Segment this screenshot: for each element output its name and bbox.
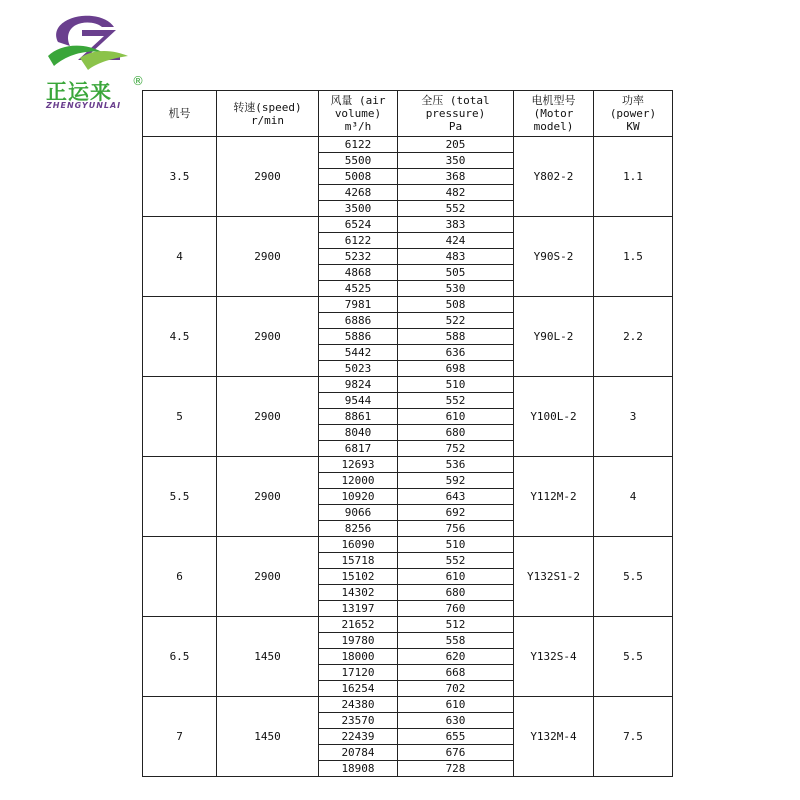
machine-no-cell: 5 — [143, 377, 217, 457]
header-motor-model — [514, 91, 594, 137]
brand-name-cn: 正运来 — [46, 80, 112, 104]
total-pressure-cell: 536 — [398, 457, 514, 473]
table-row — [143, 217, 673, 233]
machine-no-cell: 6.5 — [143, 617, 217, 697]
table-header — [143, 91, 673, 137]
motor-model-cell: Y802-2 — [514, 137, 594, 217]
total-pressure-cell: 676 — [398, 745, 514, 761]
total-pressure-cell: 698 — [398, 361, 514, 377]
table-body — [143, 137, 673, 777]
air-volume-cell: 8256 — [319, 521, 398, 537]
power-cell: 5.5 — [594, 537, 673, 617]
total-pressure-cell: 702 — [398, 681, 514, 697]
machine-no-cell: 6 — [143, 537, 217, 617]
motor-model-cell: Y132M-4 — [514, 697, 594, 777]
registered-mark: ® — [132, 74, 144, 88]
header-line: m³/h — [344, 120, 372, 133]
header-speed — [217, 91, 319, 137]
speed-cell: 2900 — [217, 137, 319, 217]
air-volume-cell: 4268 — [319, 185, 398, 201]
motor-model-cell: Y112M-2 — [514, 457, 594, 537]
machine-no-cell: 5.5 — [143, 457, 217, 537]
air-volume-cell: 12000 — [319, 473, 398, 489]
table-row — [143, 537, 673, 553]
table-row — [143, 697, 673, 713]
total-pressure-cell: 756 — [398, 521, 514, 537]
speed-cell: 2900 — [217, 217, 319, 297]
header-line: pressure) — [425, 107, 486, 120]
motor-model-cell: Y90L-2 — [514, 297, 594, 377]
header-line: (Motor — [533, 107, 574, 120]
total-pressure-cell: 552 — [398, 553, 514, 569]
total-pressure-cell: 558 — [398, 633, 514, 649]
table-row — [143, 377, 673, 393]
header-machine-no — [143, 91, 217, 137]
total-pressure-cell: 760 — [398, 601, 514, 617]
motor-model-cell: Y100L-2 — [514, 377, 594, 457]
air-volume-cell: 8040 — [319, 425, 398, 441]
air-volume-cell: 17120 — [319, 665, 398, 681]
header-air-volume — [319, 91, 398, 137]
power-cell: 5.5 — [594, 617, 673, 697]
air-volume-cell: 21652 — [319, 617, 398, 633]
header-line: 机号 — [168, 107, 191, 120]
header-line: volume) — [334, 107, 382, 120]
fan-spec-table — [142, 90, 673, 777]
speed-cell: 1450 — [217, 617, 319, 697]
air-volume-cell: 16254 — [319, 681, 398, 697]
air-volume-cell: 20784 — [319, 745, 398, 761]
air-volume-cell: 6886 — [319, 313, 398, 329]
air-volume-cell: 9824 — [319, 377, 398, 393]
total-pressure-cell: 680 — [398, 585, 514, 601]
speed-cell: 2900 — [217, 537, 319, 617]
total-pressure-cell: 680 — [398, 425, 514, 441]
total-pressure-cell: 522 — [398, 313, 514, 329]
total-pressure-cell: 510 — [398, 537, 514, 553]
air-volume-cell: 4525 — [319, 281, 398, 297]
total-pressure-cell: 368 — [398, 169, 514, 185]
power-cell: 3 — [594, 377, 673, 457]
air-volume-cell: 5232 — [319, 249, 398, 265]
air-volume-cell: 5442 — [319, 345, 398, 361]
brand-logo — [40, 8, 152, 110]
total-pressure-cell: 512 — [398, 617, 514, 633]
air-volume-cell: 15102 — [319, 569, 398, 585]
power-cell: 2.2 — [594, 297, 673, 377]
total-pressure-cell: 505 — [398, 265, 514, 281]
total-pressure-cell: 692 — [398, 505, 514, 521]
speed-cell: 1450 — [217, 697, 319, 777]
total-pressure-cell: 610 — [398, 569, 514, 585]
total-pressure-cell: 508 — [398, 297, 514, 313]
total-pressure-cell: 205 — [398, 137, 514, 153]
header-line: 风量 (air — [330, 94, 386, 107]
header-line: 全压 (total — [421, 94, 490, 107]
air-volume-cell: 6122 — [319, 233, 398, 249]
air-volume-cell: 19780 — [319, 633, 398, 649]
total-pressure-cell: 552 — [398, 393, 514, 409]
zy-leaf-logo-icon — [40, 8, 130, 74]
machine-no-cell: 7 — [143, 697, 217, 777]
header-line: r/min — [250, 113, 285, 127]
air-volume-cell: 5500 — [319, 153, 398, 169]
table-row — [143, 457, 673, 473]
total-pressure-cell: 592 — [398, 473, 514, 489]
air-volume-cell: 9544 — [319, 393, 398, 409]
air-volume-cell: 22439 — [319, 729, 398, 745]
total-pressure-cell: 610 — [398, 697, 514, 713]
table-row — [143, 297, 673, 313]
machine-no-cell: 4 — [143, 217, 217, 297]
total-pressure-cell: 552 — [398, 201, 514, 217]
header-line: 电机型号 — [531, 94, 576, 107]
motor-model-cell: Y90S-2 — [514, 217, 594, 297]
speed-cell: 2900 — [217, 377, 319, 457]
air-volume-cell: 7981 — [319, 297, 398, 313]
motor-model-cell: Y132S-4 — [514, 617, 594, 697]
machine-no-cell: 4.5 — [143, 297, 217, 377]
power-cell: 1.5 — [594, 217, 673, 297]
air-volume-cell: 18908 — [319, 761, 398, 777]
header-line: (power) — [609, 107, 657, 120]
total-pressure-cell: 424 — [398, 233, 514, 249]
air-volume-cell: 10920 — [319, 489, 398, 505]
header-line: 功率 — [622, 94, 644, 107]
header-line: KW — [626, 120, 640, 133]
air-volume-cell: 15718 — [319, 553, 398, 569]
speed-cell: 2900 — [217, 457, 319, 537]
motor-model-cell: Y132S1-2 — [514, 537, 594, 617]
total-pressure-cell: 620 — [398, 649, 514, 665]
total-pressure-cell: 630 — [398, 713, 514, 729]
total-pressure-cell: 530 — [398, 281, 514, 297]
table-row — [143, 137, 673, 153]
speed-cell: 2900 — [217, 297, 319, 377]
air-volume-cell: 5008 — [319, 169, 398, 185]
total-pressure-cell: 383 — [398, 217, 514, 233]
air-volume-cell: 14302 — [319, 585, 398, 601]
air-volume-cell: 3500 — [319, 201, 398, 217]
total-pressure-cell: 510 — [398, 377, 514, 393]
total-pressure-cell: 728 — [398, 761, 514, 777]
total-pressure-cell: 588 — [398, 329, 514, 345]
total-pressure-cell: 350 — [398, 153, 514, 169]
header-line: Pa — [448, 120, 463, 133]
air-volume-cell: 24380 — [319, 697, 398, 713]
total-pressure-cell: 482 — [398, 185, 514, 201]
header-total-pressure — [398, 91, 514, 137]
total-pressure-cell: 636 — [398, 345, 514, 361]
air-volume-cell: 13197 — [319, 601, 398, 617]
total-pressure-cell: 668 — [398, 665, 514, 681]
air-volume-cell: 6817 — [319, 441, 398, 457]
air-volume-cell: 6524 — [319, 217, 398, 233]
air-volume-cell: 5886 — [319, 329, 398, 345]
total-pressure-cell: 655 — [398, 729, 514, 745]
air-volume-cell: 18000 — [319, 649, 398, 665]
air-volume-cell: 6122 — [319, 137, 398, 153]
air-volume-cell: 5023 — [319, 361, 398, 377]
power-cell: 1.1 — [594, 137, 673, 217]
header-line: model) — [533, 120, 574, 133]
header-row — [143, 91, 673, 137]
air-volume-cell: 4868 — [319, 265, 398, 281]
air-volume-cell: 8861 — [319, 409, 398, 425]
total-pressure-cell: 752 — [398, 441, 514, 457]
air-volume-cell: 16090 — [319, 537, 398, 553]
total-pressure-cell: 643 — [398, 489, 514, 505]
air-volume-cell: 23570 — [319, 713, 398, 729]
air-volume-cell: 9066 — [319, 505, 398, 521]
power-cell: 7.5 — [594, 697, 673, 777]
air-volume-cell: 12693 — [319, 457, 398, 473]
header-line: 转速(speed) — [233, 100, 302, 114]
machine-no-cell: 3.5 — [143, 137, 217, 217]
total-pressure-cell: 483 — [398, 249, 514, 265]
brand-name-en: ZHENGYUNLAI — [46, 101, 122, 110]
total-pressure-cell: 610 — [398, 409, 514, 425]
power-cell: 4 — [594, 457, 673, 537]
header-power — [594, 91, 673, 137]
table-row — [143, 617, 673, 633]
